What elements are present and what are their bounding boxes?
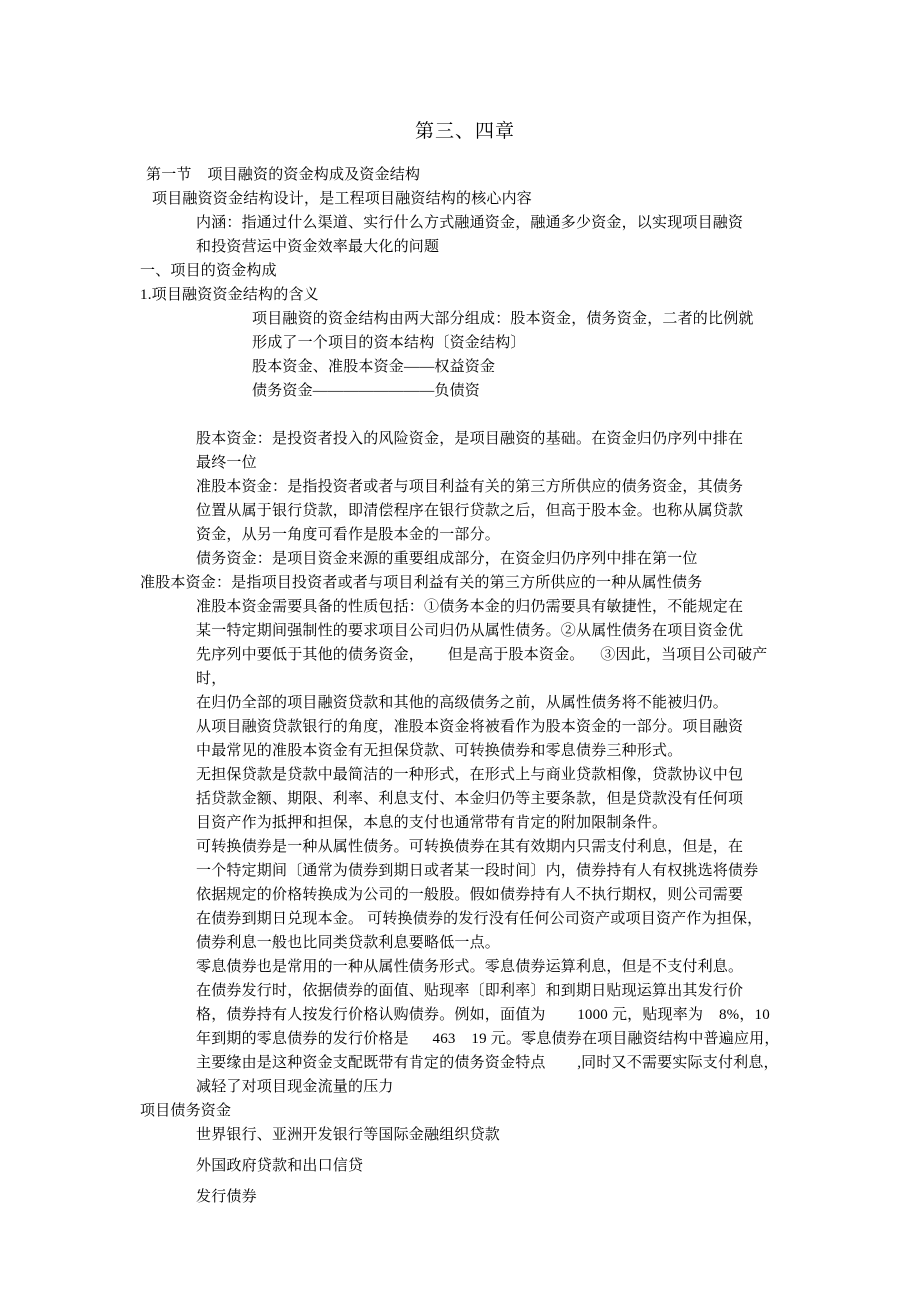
text-line: 股本资金、准股本资金——权益资金 — [252, 359, 496, 375]
text-line: 项目债务资金 — [140, 1103, 232, 1119]
text-line: 准股本资金：是指项目投资者或者与项目利益有关的第三方所供应的一种从属性债务 — [140, 575, 703, 591]
text-line: 发行债券 — [196, 1189, 257, 1205]
text-line: 先序列中要低于其他的债务资金， 但是高于股本资金。 ③因此，当项目公司破产时， — [196, 647, 768, 687]
text-line: 1.项目融资资金结构的含义 — [140, 287, 319, 303]
text-line: 和投资营运中资金效率最大化的问题 — [196, 239, 440, 255]
text-line: 内涵：指通过什么渠道、实行什么方式融通资金，融通多少资金，以实现项目融资 — [196, 215, 744, 231]
text-line: 第一节 项目融资的资金构成及资金结构 — [146, 167, 421, 183]
text-line: 资金，从另一角度可看作是股本金的一部分。 — [196, 527, 501, 543]
text-line: 可转换债券是一种从属性债务。可转换债券在其有效期内只需支付利息，但是，在 — [196, 839, 744, 855]
text-line: 形成了一个项目的资本结构〔资金结构〕 — [252, 335, 526, 351]
text-line: 在债券发行时，依据债券的面值、贴现率〔即利率〕和到期日贴现运算出其发行价 — [196, 983, 744, 999]
text-line: 目资产作为抵押和担保，本息的支付也通常带有肯定的附加限制条件。 — [196, 815, 668, 831]
text-line: 依据规定的价格转换成为公司的一般股。假如债券持有人不执行期权，则公司需要 — [196, 887, 744, 903]
text-line: 在归仍全部的项目融资贷款和其他的高级债务之前，从属性债务将不能被归仍。 — [196, 695, 729, 711]
text-line — [140, 403, 790, 427]
text-line: 项目融资资金结构设计，是工程项目融资结构的核心内容 — [152, 191, 533, 207]
text-line: 最终一位 — [196, 455, 257, 471]
text-line: 一个特定期间〔通常为债券到期日或者某一段时间〕内，债券持有人有权挑选将债券 — [196, 863, 759, 879]
document-body — [140, 163, 790, 1209]
text-line: 零息债券也是常用的一种从属性债务形式。零息债券运算利息，但是不支付利息。 — [196, 959, 744, 975]
text-line: 位置从属于银行贷款，即清偿程序在银行贷款之后，但高于股本金。也称从属贷款 — [196, 503, 744, 519]
text-line: 从项目融资贷款银行的角度，准股本资金将被看作为股本资金的一部分。项目融资 — [196, 719, 744, 735]
text-line: 债务资金————————负债资 — [252, 383, 481, 399]
text-line: 项目融资的资金结构由两大部分组成：股本资金，债务资金，二者的比例就 — [252, 311, 754, 327]
text-line: 中最常见的准股本资金有无担保贷款、可转换债券和零息债券三种形式。 — [196, 743, 683, 759]
text-line: 债务资金：是项目资金来源的重要组成部分，在资金归仍序列中排在第一位 — [196, 551, 698, 567]
text-line: 某一特定期间强制性的要求项目公司归仍从属性债务。②从属性债务在项目资金优 — [196, 623, 744, 639]
text-line: 一、项目的资金构成 — [140, 263, 277, 279]
text-line: 在债券到期日兑现本金。 可转换债券的发行没有任何公司资产或项目资产作为担保， — [196, 911, 763, 927]
text-line: 股本资金：是投资者投入的风险资金，是项目融资的基础。在资金归仍序列中排在 — [196, 431, 744, 447]
text-line: 世界银行、亚洲开发银行等国际金融组织贷款 — [196, 1127, 501, 1143]
text-line: 债券利息一般也比同类贷款利息要略低一点。 — [196, 935, 501, 951]
text-line: 主要缘由是这种资金支配既带有肯定的债务资金特点 ,同时又不需要实际支付利息， — [196, 1055, 779, 1071]
text-line: 格，债券持有人按发行价格认购债券。例如，面值为 1000 元，贴现率为 8%，10 — [196, 1007, 770, 1023]
text-line: 无担保贷款是贷款中最简洁的一种形式，在形式上与商业贷款相像，贷款协议中包 — [196, 767, 744, 783]
text-line: 括贷款金额、期限、利率、利息支付、本金归仍等主要条款，但是贷款没有任何项 — [196, 791, 744, 807]
text-line: 减轻了对项目现金流量的压力 — [196, 1079, 394, 1095]
text-line: 准股本资金需要具备的性质包括：①债务本金的归仍需要具有敏捷性，不能规定在 — [196, 599, 744, 615]
text-line: 年到期的零息债券的发行价格是 463 19 元。零息债券在项目融资结构中普遍应用， — [196, 1031, 780, 1047]
document-title: 第三、四章 — [414, 121, 515, 142]
text-line: 准股本资金：是指投资者或者与项目利益有关的第三方所供应的债务资金，其债务 — [196, 479, 744, 495]
text-line: 外国政府贷款和出口信贷 — [196, 1158, 364, 1174]
